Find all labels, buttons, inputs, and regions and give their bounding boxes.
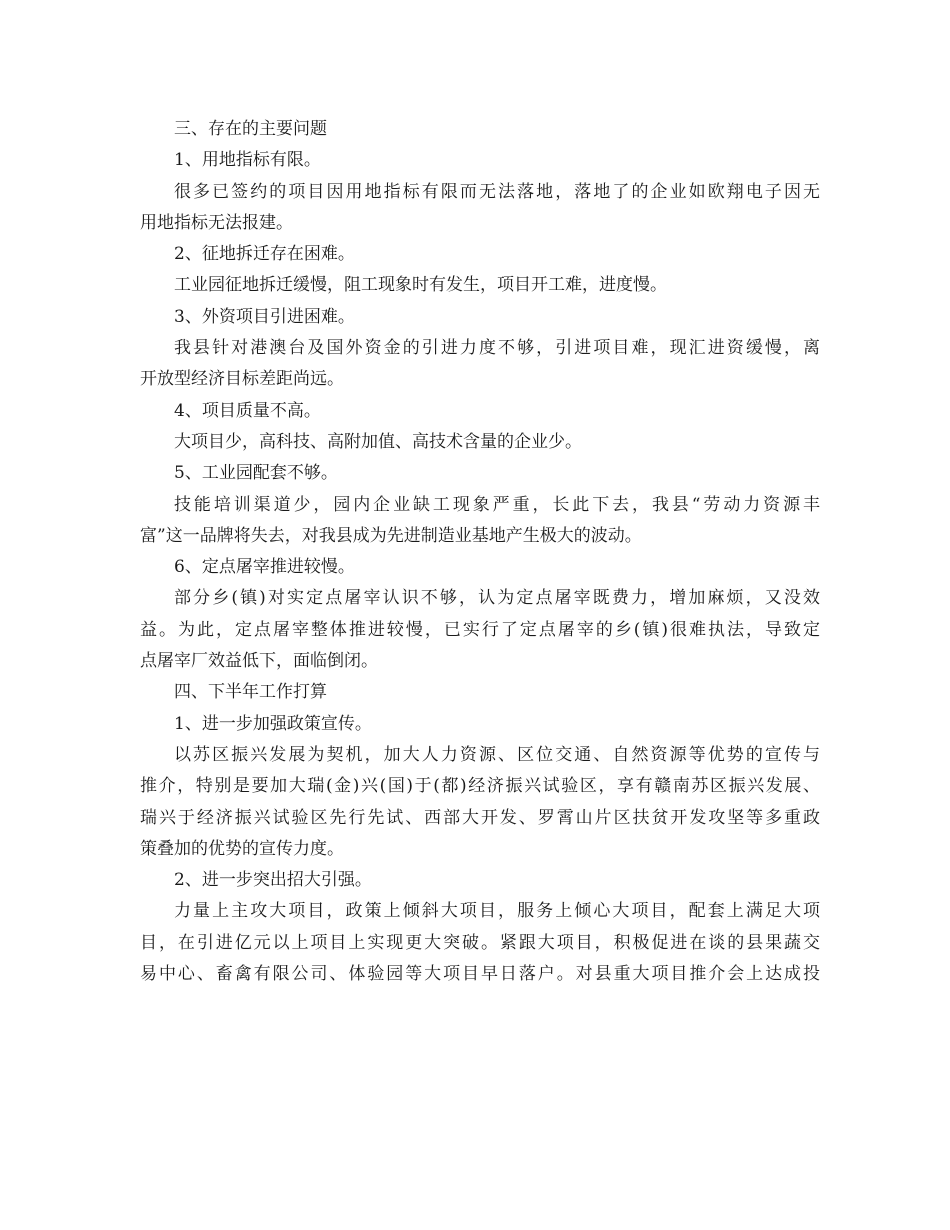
plan-1-body-line-1: 以苏区振兴发展为契机，加大人力资源、区位交通、自然资源等优势的宣传与	[174, 744, 820, 765]
problem-6-body-line-3: 点屠宰厂效益低下，面临倒闭。	[140, 651, 378, 672]
section-heading-problems: 三、存在的主要问题	[174, 119, 327, 139]
problem-1-body-line-2: 用地指标无法报建。	[140, 212, 293, 233]
problem-6-body-line-2: 益。为此，定点屠宰整体推进较慢，已实行了定点屠宰的乡(镇)很难执法，导致定	[140, 619, 820, 640]
document-page	[140, 114, 820, 990]
plan-2-title: 2、进一步突出招大引强。	[174, 870, 372, 891]
plan-2-body-line-1: 力量上主攻大项目，政策上倾斜大项目，服务上倾心大项目，配套上满足大项	[174, 901, 820, 922]
problem-1-title: 1、用地指标有限。	[174, 150, 321, 171]
problem-6-title: 6、定点屠宰推进较慢。	[174, 557, 355, 578]
problem-4-title: 4、项目质量不高。	[174, 400, 321, 421]
problem-5-title: 5、工业园配套不够。	[174, 463, 338, 484]
problem-5-body-line-2: 富”这一品牌将失去，对我县成为先进制造业基地产生极大的波动。	[140, 525, 642, 546]
plan-1-title: 1、进一步加强政策宣传。	[174, 713, 372, 734]
plan-1-body-line-4: 策叠加的优势的宣传力度。	[140, 838, 344, 859]
plan-2-body-line-2: 目，在引进亿元以上项目上实现更大突破。紧跟大项目，积极促进在谈的县果蔬交	[140, 932, 820, 953]
problem-3-body-line-2: 开放型经济目标差距尚远。	[140, 369, 344, 390]
problem-3-title: 3、外资项目引进困难。	[174, 306, 355, 327]
problem-4-body-line-1: 大项目少，高科技、高附加值、高技术含量的企业少。	[174, 431, 582, 452]
problem-2-body-line-1: 工业园征地拆迁缓慢，阻工现象时有发生，项目开工难，进度慢。	[174, 275, 667, 296]
plan-1-body-line-3: 瑞兴于经济振兴试验区先行先试、西部大开发、罗霄山片区扶贫开发攻坚等多重政	[140, 807, 820, 828]
problem-6-body-line-1: 部分乡(镇)对实定点屠宰认识不够，认为定点屠宰既费力，增加麻烦，又没效	[174, 588, 820, 609]
problem-2-title: 2、征地拆迁存在困难。	[174, 244, 355, 265]
plan-2-body-line-3: 易中心、畜禽有限公司、体验园等大项目早日落户。对县重大项目推介会上达成投	[140, 964, 820, 985]
problem-5-body-line-1: 技能培训渠道少，园内企业缺工现象严重，长此下去，我县“劳动力资源丰	[174, 494, 820, 515]
problem-3-body-line-1: 我县针对港澳台及国外资金的引进力度不够，引进项目难，现汇进资缓慢，离	[174, 338, 820, 359]
problem-1-body-line-1: 很多已签约的项目因用地指标有限而无法落地，落地了的企业如欧翔电子因无	[174, 181, 820, 202]
plan-1-body-line-2: 推介，特别是要加大瑞(金)兴(国)于(都)经济振兴试验区，享有赣南苏区振兴发展、	[140, 776, 820, 797]
section-heading-plans: 四、下半年工作打算	[174, 682, 327, 703]
